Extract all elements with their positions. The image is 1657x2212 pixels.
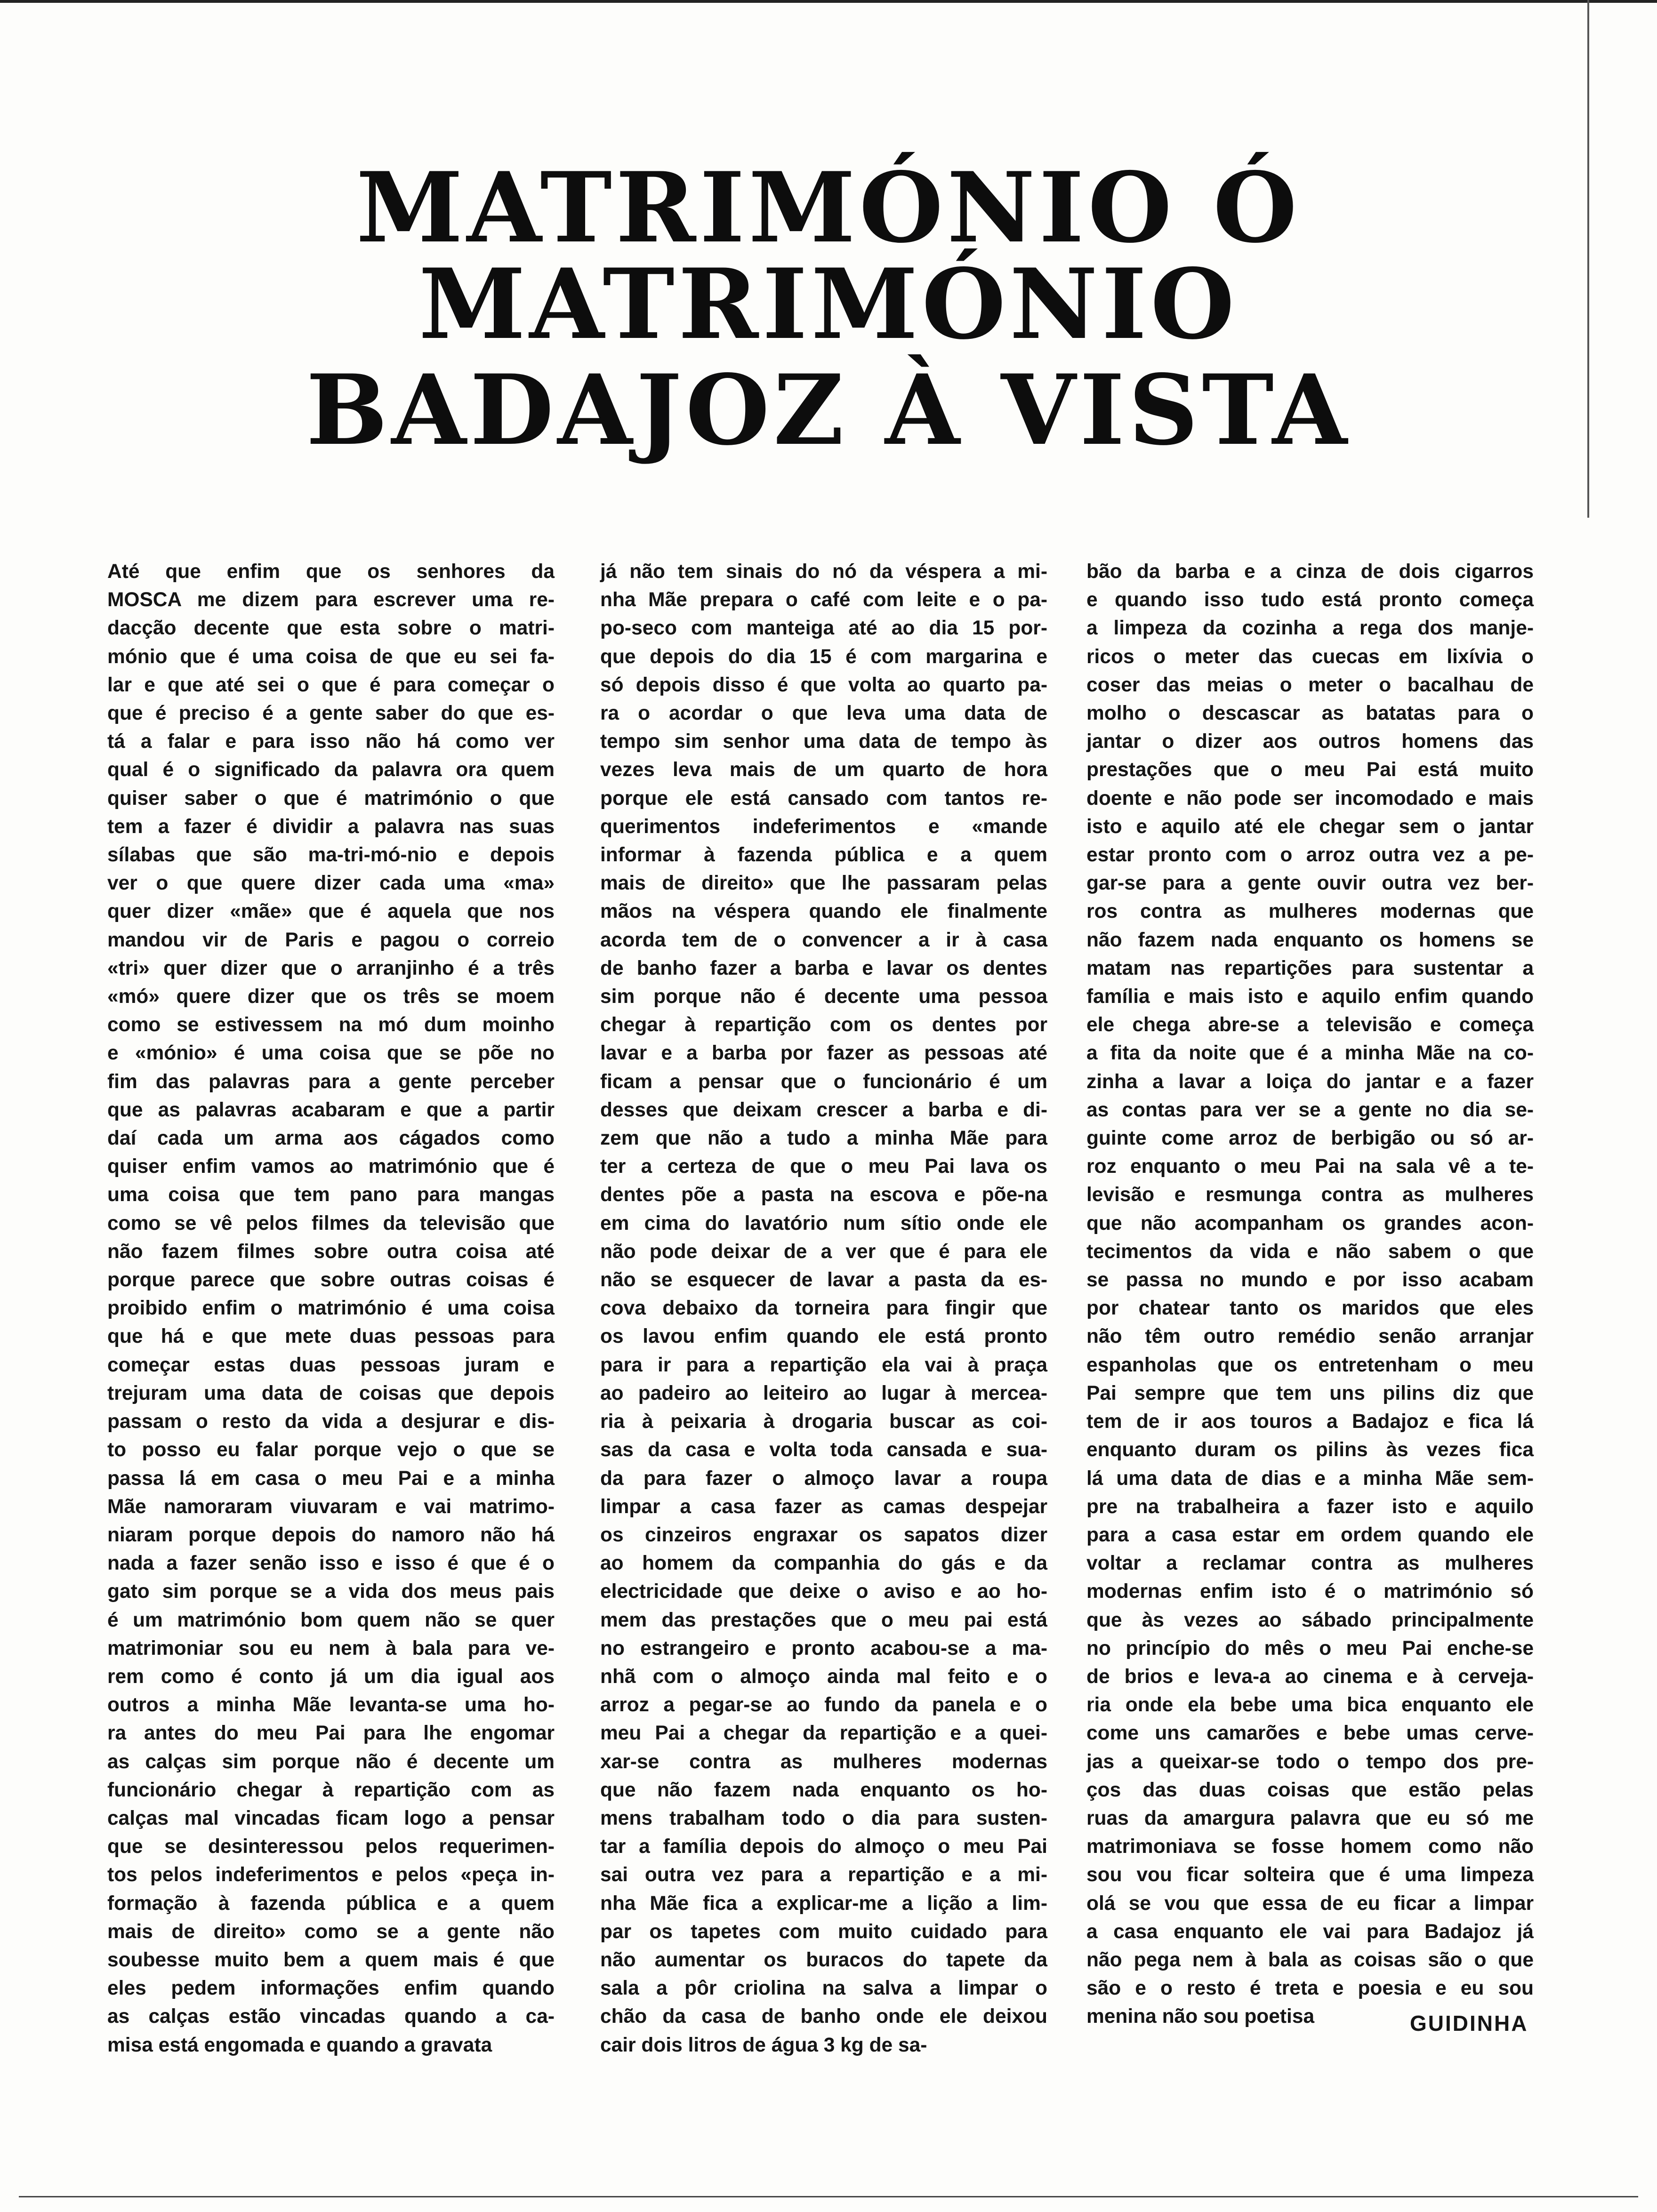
text-line: ra o acordar o que leva uma data de [600,702,1047,725]
text-line: não têm outro remédio senão arranjar [1086,1325,1534,1348]
text-line: e quando isso tudo está pronto começa [1086,589,1534,611]
text-line: rem como é conto já um dia igual aos [107,1665,555,1688]
text-line: começar estas duas pessoas juram e [107,1354,555,1376]
text-line: não pega nem à bala as coisas são o que [1086,1948,1534,1971]
text-line: como se vê pelos filmes da televisão que [107,1212,555,1234]
text-line: que não fazem nada enquanto os ho- [600,1779,1047,1801]
text-line: daí cada um arma aos cágados como [107,1127,555,1150]
text-line: estar pronto com o arroz outra vez a pe- [1086,844,1534,866]
text-line: ros contra as mulheres modernas que [1086,900,1534,923]
text-line: porque parece que sobre outras coisas é [107,1269,555,1291]
text-line: doente e não pode ser incomodado e mais [1086,787,1534,809]
text-line: Até que enfim que os senhores da [107,561,555,583]
text-line: que depois do dia 15 é com margarina e [600,645,1047,668]
text-line: de brios e leva-a ao cinema e à cerveja- [1086,1665,1534,1688]
text-line: zinha a lavar a loiça do jantar e a fazer [1086,1070,1534,1093]
text-line: para ir para a repartição ela vai à praça [600,1354,1047,1376]
text-line: zem que não a tudo a minha Mãe para [600,1127,1047,1150]
text-line: no princípio do mês o meu Pai enche-se [1086,1637,1534,1659]
text-line: nha Mãe fica a explicar-me a lição a lim- [600,1892,1047,1915]
text-line: dentes põe a pasta na escova e põe-na [600,1184,1047,1206]
text-line: sou vou ficar solteira que é uma limpeza [1086,1864,1534,1886]
text-line: bão da barba e a cinza de dois cigarros [1086,561,1534,583]
text-line: mens trabalham todo o dia para susten- [600,1807,1047,1829]
article-subtitle: BADAJOZ À VISTA [306,354,1351,467]
text-line: ria à peixaria à drogaria buscar as coi- [600,1411,1047,1433]
text-line: sas da casa e volta toda cansada e sua- [600,1439,1047,1461]
text-line: sai outra vez para a repartição e a mi- [600,1864,1047,1886]
text-line: mem das prestações que o meu pai está [600,1609,1047,1631]
text-line: ruas da amargura palavra que eu só me [1086,1807,1534,1829]
text-line: é um matrimónio bom quem não se quer [107,1609,555,1631]
text-line: que não acompanham os grandes acon- [1086,1212,1534,1234]
text-line: mónio que é uma coisa de que eu sei fa- [107,645,555,668]
text-line: sim porque não é decente uma pessoa [600,986,1047,1008]
text-line: não aumentar os buracos do tapete da [600,1948,1047,1971]
text-line: as calças estão vincadas quando a ca- [107,2005,555,2028]
text-line: não se esquecer de lavar a pasta da es- [600,1269,1047,1291]
text-line: a limpeza da cozinha a rega dos manje- [1086,617,1534,640]
text-line: matrimoniar sou eu nem à bala para ve- [107,1637,555,1659]
text-line: espanholas que os entretenham o meu [1086,1354,1534,1376]
text-line: sílabas que são ma-tri-mó-nio e depois [107,844,555,866]
text-line: olá se vou que essa de eu ficar a limpar [1086,1892,1534,1915]
text-line: para a casa estar em ordem quando ele [1086,1523,1534,1546]
text-line: nhã com o almoço ainda mal feito e o [600,1665,1047,1688]
text-line: funcionário chegar à repartição com as [107,1779,555,1801]
text-line: tá a falar e para isso não há como ver [107,730,555,753]
text-line: os lavou enfim quando ele está pronto [600,1325,1047,1348]
text-line: mandou vir de Paris e pagou o correio [107,929,555,951]
text-line: passa lá em casa o meu Pai e a minha [107,1467,555,1490]
text-line: nha Mãe prepara o café com leite e o pa- [600,589,1047,611]
text-line: roz enquanto o meu Pai na sala vê a te- [1086,1155,1534,1178]
text-line: não fazem filmes sobre outra coisa até [107,1240,555,1263]
text-line: ao padeiro ao leiteiro ao lugar à mercea- [600,1382,1047,1404]
text-line: Pai sempre que tem uns pilins diz que [1086,1382,1534,1404]
text-line: matrimoniava se fosse homem como não [1086,1835,1534,1858]
text-line: po-seco com manteiga até ao dia 15 por- [600,617,1047,640]
text-line: meu Pai a chegar da repartição e a quei- [600,1722,1047,1745]
top-border-line [0,0,1657,3]
text-line: da para fazer o almoço lavar a roupa [600,1467,1047,1490]
text-line: tecimentos da vida e não sabem o que [1086,1240,1534,1263]
text-line: coser das meias o meter o bacalhau de [1086,673,1534,696]
text-line: formação à fazenda pública e a quem [107,1892,555,1915]
text-line: trejuram uma data de coisas que depois [107,1382,555,1404]
text-line: quiser enfim vamos ao matrimónio que é [107,1155,555,1178]
text-line: xar-se contra as mulheres modernas [600,1750,1047,1773]
text-line: mais de direito» como se a gente não [107,1920,555,1943]
text-line: passam o resto da vida a desjurar e dis- [107,1411,555,1433]
text-line: molho o descascar as batatas para o [1086,702,1534,725]
text-line: são e o resto é treta e poesia e eu sou [1086,1977,1534,2000]
text-line: niaram porque depois do namoro não há [107,1523,555,1546]
text-line: tos pelos indeferimentos e pelos «peça in- [107,1864,555,1886]
text-line: que as palavras acabaram e que a partir [107,1098,555,1121]
text-line: os cinzeiros engraxar os sapatos dizer [600,1523,1047,1546]
text-line: já não tem sinais do nó da véspera a mi- [600,561,1047,583]
text-line: enquanto duram os pilins às vezes fica [1086,1439,1534,1461]
text-line: jantar o dizer aos outros homens das [1086,730,1534,753]
text-line: calças mal vincadas ficam logo a pensar [107,1807,555,1829]
text-line: no estrangeiro e pronto acabou-se a ma- [600,1637,1047,1659]
text-line: pre na trabalheira a fazer isto e aquilo [1086,1495,1534,1518]
text-line: desses que deixam crescer a barba e di- [600,1098,1047,1121]
author-signature: GUIDINHA [1410,2011,1528,2036]
text-line: nada a fazer senão isso e isso é que é o [107,1552,555,1575]
text-line: ele chega abre-se a televisão e começa [1086,1014,1534,1036]
text-line: come uns camarões e bebe umas cerve- [1086,1722,1534,1745]
text-line: dacção decente que esta sobre o matri- [107,617,555,640]
text-line: uma coisa que tem pano para mangas [107,1184,555,1206]
text-line: «mó» quere dizer que os três se moem [107,986,555,1008]
text-line: arroz a pegar-se ao fundo da panela e o [600,1694,1047,1716]
text-line: acorda tem de o convencer a ir à casa [600,929,1047,951]
text-line: ricos o meter das cuecas em lixívia o [1086,645,1534,668]
text-line: por chatear tanto os maridos que eles [1086,1297,1534,1320]
text-line: tem de ir aos touros a Badajoz e fica lá [1086,1411,1534,1433]
text-line: em cima do lavatório num sítio onde ele [600,1212,1047,1234]
text-line: eles pedem informações enfim quando [107,1977,555,2000]
text-line: guinte come arroz de berbigão ou só ar- [1086,1127,1534,1150]
text-line: ver o que quere dizer cada uma «ma» [107,872,555,895]
text-line: se passa no mundo e por isso acabam [1086,1269,1534,1291]
text-line: voltar a reclamar contra as mulheres [1086,1552,1534,1575]
text-line: to posso eu falar porque vejo o que se [107,1439,555,1461]
text-line: tempo sim senhor uma data de tempo às [600,730,1047,753]
text-line: «tri» quer dizer que o arranjinho é a três [107,957,555,979]
text-line: gar-se para a gente ouvir outra vez ber- [1086,872,1534,895]
text-line: ria onde ela bebe uma bica enquanto ele [1086,1694,1534,1716]
text-line: informar à fazenda pública e a quem [600,844,1047,866]
text-line: só depois disso é que volta ao quarto pa- [600,673,1047,696]
text-line: as contas para ver se a gente no dia se- [1086,1098,1534,1121]
article-title: MATRIMÓNIO Ó MATRIMÓNIO [356,152,1301,361]
text-line: não fazem nada enquanto os homens se [1086,929,1534,951]
text-line: proibido enfim o matrimónio é uma coisa [107,1297,555,1320]
text-line: prestações que o meu Pai está muito [1086,759,1534,781]
text-line: quiser saber o que é matrimónio o que [107,787,555,809]
text-line: misa está engomada e quando a gravata [107,2034,492,2056]
text-column-1 [107,558,555,2060]
text-line: ficam a pensar que o funcionário é um [600,1070,1047,1093]
text-line: a fita da noite que é a minha Mãe na co- [1086,1042,1534,1065]
text-line: MOSCA me dizem para escrever uma re- [107,589,555,611]
text-line: cova debaixo da torneira para fingir que [600,1297,1047,1320]
text-line: quer dizer «mãe» que é aquela que nos [107,900,555,923]
text-line: soubesse muito bem a quem mais é que [107,1948,555,1971]
text-line: que às vezes ao sábado principalmente [1086,1609,1534,1631]
bottom-border-line [19,2196,1638,2197]
text-line: isto e aquilo até ele chegar sem o jantar [1086,815,1534,838]
text-line: a casa enquanto ele vai para Badajoz já [1086,1920,1534,1943]
text-line: lá uma data de dias e a minha Mãe sem- [1086,1467,1534,1490]
text-line: chão da casa de banho onde ele deixou [600,2005,1047,2028]
text-line: porque ele está cansado com tantos re- [600,787,1047,809]
text-line: chegar à repartição com os dentes por [600,1014,1047,1036]
text-line: lavar e a barba por fazer as pessoas até [600,1042,1047,1065]
text-line: qual é o significado da palavra ora quem [107,759,555,781]
text-line: matam nas repartições para sustentar a [1086,957,1534,979]
text-line: e «mónio» é uma coisa que se põe no [107,1042,555,1065]
text-line: Mãe namoraram viuvaram e vai matrimo- [107,1495,555,1518]
text-line: querimentos indeferimentos e «mande [600,815,1047,838]
text-line: electricidade que deixe o aviso e ao ho- [600,1580,1047,1603]
text-line: menina não sou poetisa [1086,2005,1315,2028]
text-column-2 [600,558,1047,2060]
text-line: par os tapetes com muito cuidado para [600,1920,1047,1943]
text-line: ra antes do meu Pai para lhe engomar [107,1722,555,1745]
text-line: mais de direito» que lhe passaram pelas [600,872,1047,895]
text-line: jas a queixar-se todo o tempo dos pre- [1086,1750,1534,1773]
text-line: ter a certeza de que o meu Pai lava os [600,1155,1047,1178]
text-line: cair dois litros de água 3 kg de sa- [600,2034,927,2056]
text-line: mãos na véspera quando ele finalmente [600,900,1047,923]
text-line: sala a pôr criolina na salva a limpar o [600,1977,1047,2000]
text-line: família e mais isto e aquilo enfim quando [1086,986,1534,1008]
text-line: limpar a casa fazer as camas despejar [600,1495,1047,1518]
text-line: gato sim porque se a vida dos meus pais [107,1580,555,1603]
text-line: ao homem da companhia do gás e da [600,1552,1047,1575]
text-line: de banho fazer a barba e lavar os dentes [600,957,1047,979]
text-line: como se estivessem na mó dum moinho [107,1014,555,1036]
text-line: tem a fazer é dividir a palavra nas suas [107,815,555,838]
text-line: fim das palavras para a gente perceber [107,1070,555,1093]
text-line: que se desinteressou pelos requerimen- [107,1835,555,1858]
text-line: que há e que mete duas pessoas para [107,1325,555,1348]
text-line: levisão e resmunga contra as mulheres [1086,1184,1534,1206]
text-line: tar a família depois do almoço o meu Pai [600,1835,1047,1858]
text-line: vezes leva mais de um quarto de hora [600,759,1047,781]
text-line: ços das duas coisas que estão pelas [1086,1779,1534,1801]
text-line: que é preciso é a gente saber do que es- [107,702,555,725]
text-line: as calças sim porque não é decente um [107,1750,555,1773]
text-line: lar e que até sei o que é para começar o [107,673,555,696]
text-column-3 [1086,558,1534,2031]
text-line: outros a minha Mãe levanta-se uma ho- [107,1694,555,1716]
text-line: não pode deixar de a ver que é para ele [600,1240,1047,1263]
text-line: modernas enfim isto é o matrimónio só [1086,1580,1534,1603]
